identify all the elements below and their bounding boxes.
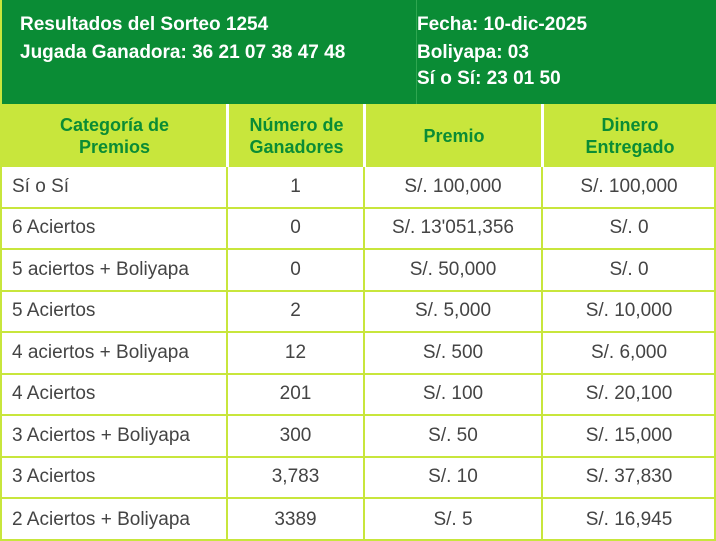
column-header-paid-line1: Dinero bbox=[601, 114, 659, 135]
winning-play: Jugada Ganadora: 36 21 07 38 47 48 bbox=[20, 42, 346, 63]
column-header-category-line1: Categoría de bbox=[59, 114, 170, 135]
table-row bbox=[2, 292, 716, 334]
paid-cell: S/. 15,000 bbox=[585, 424, 673, 446]
category-cell: 3 Aciertos + Boliyapa bbox=[12, 424, 190, 446]
table-row bbox=[2, 250, 716, 292]
prize-cell: S/. 50 bbox=[428, 424, 478, 446]
paid-cell: S/. 0 bbox=[609, 258, 649, 280]
winners-cell: 3389 bbox=[274, 508, 317, 530]
paid-cell: S/. 0 bbox=[609, 217, 649, 239]
prize-cell: S/. 10 bbox=[428, 466, 478, 488]
draw-date: Fecha: 10-dic-2025 bbox=[417, 14, 588, 35]
category-cell: 3 Aciertos bbox=[12, 466, 96, 488]
winners-cell: 3,783 bbox=[271, 466, 320, 488]
prize-cell: S/. 5,000 bbox=[414, 300, 492, 322]
column-header-winners-line2: Ganadores bbox=[249, 136, 344, 157]
winners-cell: 300 bbox=[279, 424, 312, 446]
draw-title: Resultados del Sorteo 1254 bbox=[20, 14, 269, 35]
paid-cell: S/. 20,100 bbox=[585, 383, 673, 405]
prize-cell: S/. 5 bbox=[433, 508, 473, 530]
column-header-category bbox=[2, 104, 227, 167]
table-row bbox=[2, 416, 716, 458]
category-cell: Sí o Sí bbox=[12, 175, 70, 197]
paid-cell: S/. 6,000 bbox=[590, 341, 668, 363]
winners-cell: 0 bbox=[290, 258, 301, 280]
si-o-si-numbers: Sí o Sí: 23 01 50 bbox=[417, 68, 561, 89]
category-cell: 5 Aciertos bbox=[12, 300, 96, 322]
table-row bbox=[2, 167, 716, 209]
boliyapa-number: Boliyapa: 03 bbox=[417, 42, 529, 63]
column-header-paid bbox=[544, 104, 716, 167]
paid-cell: S/. 10,000 bbox=[585, 300, 673, 322]
column-header-prize bbox=[366, 104, 542, 167]
category-cell: 4 Aciertos bbox=[12, 383, 96, 405]
winners-cell: 201 bbox=[279, 383, 312, 405]
results-table-body bbox=[2, 167, 716, 541]
table-row bbox=[2, 333, 716, 375]
category-cell: 2 Aciertos + Boliyapa bbox=[12, 508, 190, 530]
column-header-winners bbox=[229, 104, 364, 167]
paid-cell: S/. 100,000 bbox=[580, 175, 678, 197]
winners-cell: 1 bbox=[290, 175, 301, 197]
column-header-category-line2: Premios bbox=[78, 136, 151, 157]
table-row bbox=[2, 375, 716, 417]
column-header-paid-line2: Entregado bbox=[585, 136, 675, 157]
category-cell: 4 aciertos + Boliyapa bbox=[12, 341, 189, 363]
winners-cell: 12 bbox=[284, 341, 307, 363]
paid-cell: S/. 16,945 bbox=[585, 508, 673, 530]
prize-cell: S/. 100 bbox=[422, 383, 484, 405]
column-header-winners-line1: Número de bbox=[249, 114, 344, 135]
table-header bbox=[2, 104, 716, 167]
table-row bbox=[2, 209, 716, 251]
category-cell: 6 Aciertos bbox=[12, 217, 96, 239]
winners-cell: 0 bbox=[290, 217, 301, 239]
results-header bbox=[2, 0, 716, 104]
prize-cell: S/. 13'051,356 bbox=[392, 217, 514, 239]
category-cell: 5 aciertos + Boliyapa bbox=[12, 258, 189, 280]
table-row bbox=[2, 458, 716, 500]
table-row bbox=[2, 499, 716, 541]
paid-cell: S/. 37,830 bbox=[585, 466, 673, 488]
winners-cell: 2 bbox=[290, 300, 301, 322]
column-header-prize-line1: Premio bbox=[423, 125, 485, 146]
prize-cell: S/. 100,000 bbox=[404, 175, 502, 197]
prize-cell: S/. 50,000 bbox=[409, 258, 497, 280]
prize-cell: S/. 500 bbox=[422, 341, 484, 363]
